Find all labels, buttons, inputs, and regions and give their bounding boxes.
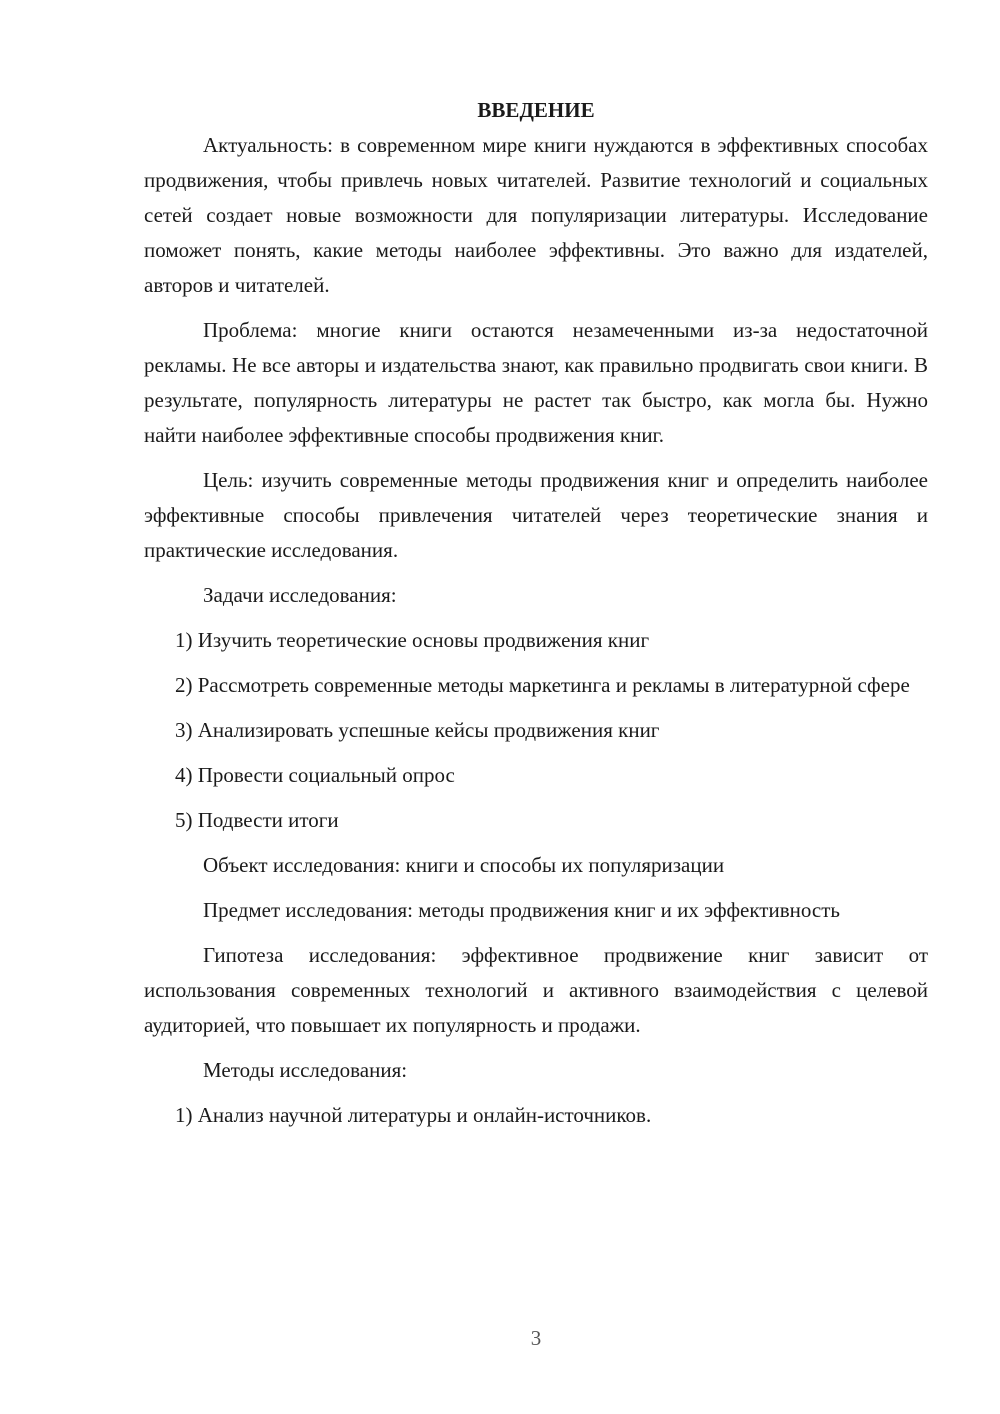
task-item-2: 2) Рассмотреть современные методы маркетинга и рекламы в литературной сфере — [175, 673, 910, 697]
methods-title: Методы исследования: — [203, 1058, 408, 1082]
relevance-paragraph: Актуальность: в современном мире книги нуждаются в эффективных способах продвижения, чтобы привлечь новых читателей. Развитие технологий и социальных сетей создает новые возможности для популяризации литературы. Исследование поможет понять, какие методы наиболее эффективны. Это важно для издателей, авторов и читателей. — [144, 133, 928, 297]
task-item-4: 4) Провести социальный опрос — [175, 763, 455, 787]
task-item-1: 1) Изучить теоретические основы продвижения книг — [175, 628, 650, 652]
method-item-1: 1) Анализ научной литературы и онлайн-источников. — [175, 1103, 652, 1127]
page-number: 3 — [530, 1326, 542, 1350]
hypothesis-paragraph: Гипотеза исследования: эффективное продвижение книг зависит от использования современных технологий и активного взаимодействия с целевой аудиторией, что повышает их популярность и продажи. — [144, 943, 928, 1037]
task-item-3: 3) Анализировать успешные кейсы продвижения книг — [175, 718, 660, 742]
goal-paragraph: Цель: изучить современные методы продвижения книг и определить наиболее эффективные способы привлечения читателей через теоретические знания и практические исследования. — [144, 468, 928, 562]
object-paragraph: Объект исследования: книги и способы их популяризации — [203, 853, 725, 877]
subject-paragraph: Предмет исследования: методы продвижения книг и их эффективность — [203, 898, 840, 922]
document-page — [144, 93, 928, 1143]
task-item-5: 5) Подвести итоги — [175, 808, 339, 832]
section-heading: ВВЕДЕНИЕ — [477, 98, 595, 122]
problem-paragraph: Проблема: многие книги остаются незамеченными из-за недостаточной рекламы. Не все авторы и издательства знают, как правильно продвигать свои книги. В результате, популярность литературы не растет так быстро, как могла бы. Нужно найти наиболее эффективные способы продвижения книг. — [144, 318, 928, 447]
tasks-title: Задачи исследования: — [203, 583, 397, 607]
